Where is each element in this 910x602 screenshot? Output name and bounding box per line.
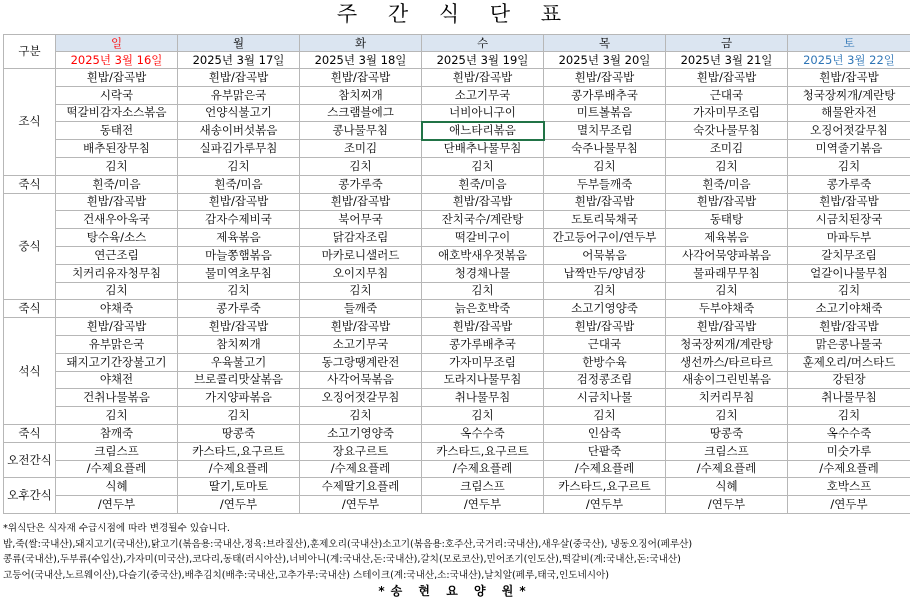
menu-cell[interactable]: 김치 (178, 157, 300, 175)
menu-row (4, 69, 910, 87)
day-name-0: 일 (56, 35, 178, 52)
day-name-5: 금 (666, 35, 788, 52)
menu-cell[interactable]: 땅콩죽 (178, 424, 300, 442)
day-date-3: 2025년 3월 19일 (422, 52, 544, 69)
menu-cell[interactable]: 크림스프 (56, 442, 178, 460)
menu-cell[interactable]: 흰밥/잡곡밥 (666, 318, 788, 336)
menu-cell[interactable]: 흰밥/잡곡밥 (666, 69, 788, 87)
note-line: 콩류(국내산),두부류(수입산),가자미(미국산),코다리,동태(러시아산),너비아니(계:국내산,돈:국내산),갈치(모로코산),민어조기(인도산),떡갈비(계:국내산,돈:국내산) (3, 554, 681, 565)
menu-cell[interactable]: 참치찌개 (300, 86, 422, 104)
menu-cell[interactable]: 건새우아욱국 (56, 211, 178, 229)
menu-cell[interactable]: 떡갈비감자소스볶음 (56, 104, 178, 122)
note-line: 밥,죽(쌀:국내산),돼지고기(국내산),닭고기(볶음용:국내산,정육:브라질산),훈제오리(국내산)소고기(볶음용:호주산,국거리:국내산),새우살(중국산), 냉동오징어(페루산) (3, 538, 693, 550)
header-row-dates (4, 52, 910, 69)
menu-cell[interactable]: 김치 (422, 282, 544, 300)
menu-cell[interactable]: 가자미무조림 (422, 353, 544, 371)
menu-row (4, 478, 910, 496)
footer-facility-name: *송 현 요 양 원* (378, 584, 532, 598)
menu-cell[interactable]: 닭감자조림 (300, 229, 422, 247)
menu-cell[interactable]: 유부맑은국 (178, 86, 300, 104)
menu-row (4, 389, 910, 407)
menu-cell[interactable]: 수제딸기요플레 (300, 478, 422, 496)
menu-cell[interactable]: 가지양파볶음 (178, 389, 300, 407)
menu-cell[interactable]: 동태탕 (666, 211, 788, 229)
menu-cell[interactable]: 장요구르트 (300, 442, 422, 460)
menu-row (4, 318, 910, 336)
menu-cell[interactable]: 김치 (544, 407, 666, 425)
menu-cell[interactable]: 콩가루죽 (300, 175, 422, 193)
menu-row (4, 86, 910, 104)
menu-row (4, 335, 910, 353)
menu-cell[interactable]: /연두부 (788, 496, 910, 514)
menu-cell[interactable]: 땅콩죽 (666, 424, 788, 442)
page-title: 주 간 식 단 표 (336, 2, 574, 26)
menu-cell[interactable]: 흰밥/잡곡밥 (544, 318, 666, 336)
menu-cell[interactable]: 언양식불고기 (178, 104, 300, 122)
menu-cell[interactable]: 김치 (788, 407, 910, 425)
menu-cell[interactable]: 콩나물무침 (300, 122, 422, 140)
menu-cell[interactable]: 흰밥/잡곡밥 (788, 69, 910, 87)
menu-cell[interactable]: 애느타리볶음 (422, 122, 544, 140)
menu-row (4, 300, 910, 318)
menu-cell[interactable]: 콩가루죽 (178, 300, 300, 318)
menu-row (4, 460, 910, 478)
menu-cell[interactable]: /수제요플레 (300, 460, 422, 478)
menu-cell[interactable]: 오징어젓갈무침 (788, 122, 910, 140)
menu-cell[interactable]: /수제요플레 (544, 460, 666, 478)
menu-cell[interactable]: 카스타드,요구르트 (422, 442, 544, 460)
weekly-menu-table (3, 34, 910, 514)
menu-row (4, 104, 910, 122)
day-date-2: 2025년 3월 18일 (300, 52, 422, 69)
menu-cell[interactable]: /연두부 (666, 496, 788, 514)
menu-row (4, 407, 910, 425)
menu-cell[interactable]: /수제요플레 (666, 460, 788, 478)
menu-cell[interactable]: 스크램블에그 (300, 104, 422, 122)
menu-cell[interactable]: 콩가루배추국 (422, 335, 544, 353)
menu-row (4, 122, 910, 140)
menu-cell[interactable]: 취나물무침 (788, 389, 910, 407)
menu-cell[interactable]: 콩가루죽 (788, 175, 910, 193)
menu-cell[interactable]: 흰밥/잡곡밥 (56, 69, 178, 87)
menu-cell[interactable]: 김치 (300, 407, 422, 425)
menu-cell[interactable]: 멸치무조림 (544, 122, 666, 140)
menu-cell[interactable]: 간고등어구이/연두부 (544, 229, 666, 247)
note-line: 고등어(국내산,노르웨이산),다슬기(중국산),배추김치(배추:국내산,고추가루:국내산) 스테이크(계:국내산,소:국내산),날치알(페루,태국,인도네시아) (3, 569, 610, 581)
menu-cell[interactable]: 동태전 (56, 122, 178, 140)
menu-cell[interactable]: 김치 (788, 157, 910, 175)
menu-cell[interactable]: 오이지무침 (300, 264, 422, 282)
menu-cell[interactable]: 치커리무침 (666, 389, 788, 407)
menu-cell[interactable]: 청국장찌개/계란탕 (666, 335, 788, 353)
menu-cell[interactable]: 흰밥/잡곡밥 (178, 69, 300, 87)
section-label: 조식 (4, 69, 56, 176)
menu-row (4, 424, 910, 442)
day-name-6: 토 (788, 35, 910, 52)
menu-cell[interactable]: 식혜 (56, 478, 178, 496)
menu-cell[interactable]: 인삼죽 (544, 424, 666, 442)
menu-cell[interactable]: 흰밥/잡곡밥 (422, 193, 544, 211)
menu-cell[interactable]: 가자미무조림 (666, 104, 788, 122)
menu-cell[interactable]: 얼갈이나물무침 (788, 264, 910, 282)
menu-cell[interactable]: 갈치무조림 (788, 246, 910, 264)
day-name-2: 화 (300, 35, 422, 52)
menu-cell[interactable]: 브로콜리맛살볶음 (178, 371, 300, 389)
menu-cell[interactable]: 흰밥/잡곡밥 (56, 318, 178, 336)
menu-cell[interactable]: 김치 (56, 407, 178, 425)
day-name-1: 월 (178, 35, 300, 52)
menu-cell[interactable]: 미역줄기볶음 (788, 140, 910, 158)
menu-cell[interactable]: 김치 (422, 407, 544, 425)
menu-cell[interactable]: 김치 (666, 282, 788, 300)
menu-cell[interactable]: 떡갈비구이 (422, 229, 544, 247)
menu-cell[interactable]: 흰밥/잡곡밥 (300, 193, 422, 211)
menu-cell[interactable]: 흰죽/미음 (178, 175, 300, 193)
menu-cell[interactable]: 제육볶음 (666, 229, 788, 247)
menu-cell[interactable]: /수제요플레 (422, 460, 544, 478)
menu-cell[interactable]: 김치 (300, 157, 422, 175)
menu-cell[interactable]: 옥수수죽 (788, 424, 910, 442)
menu-row (4, 140, 910, 158)
menu-cell[interactable]: 참치찌개 (178, 335, 300, 353)
menu-cell[interactable]: 흰밥/잡곡밥 (788, 193, 910, 211)
day-name-3: 수 (422, 35, 544, 52)
menu-cell[interactable]: 납짝만두/양념장 (544, 264, 666, 282)
menu-cell[interactable]: 마늘쫑햄볶음 (178, 246, 300, 264)
menu-cell[interactable]: /수제요플레 (56, 460, 178, 478)
menu-cell[interactable]: 소고기야채죽 (788, 300, 910, 318)
menu-cell[interactable]: /수제요플레 (178, 460, 300, 478)
menu-cell[interactable]: 도라지나물무침 (422, 371, 544, 389)
menu-cell[interactable]: 연근조림 (56, 246, 178, 264)
menu-cell[interactable]: 실파김가루무침 (178, 140, 300, 158)
menu-cell[interactable]: 김치 (56, 282, 178, 300)
menu-cell[interactable]: /연두부 (178, 496, 300, 514)
menu-cell[interactable]: 시락국 (56, 86, 178, 104)
menu-cell[interactable]: 생선까스/타르타르 (666, 353, 788, 371)
menu-cell[interactable]: 흰죽/미음 (666, 175, 788, 193)
menu-cell[interactable]: 김치 (178, 407, 300, 425)
header-label: 구분 (4, 35, 56, 69)
menu-cell[interactable]: 딸기,토마토 (178, 478, 300, 496)
menu-cell[interactable]: 흰밥/잡곡밥 (300, 318, 422, 336)
menu-cell[interactable]: 참깨죽 (56, 424, 178, 442)
menu-cell[interactable]: 물파래무무침 (666, 264, 788, 282)
menu-cell[interactable]: 미숫가루 (788, 442, 910, 460)
menu-cell[interactable]: 옥수수죽 (422, 424, 544, 442)
menu-row (4, 371, 910, 389)
menu-cell[interactable]: 김치 (300, 282, 422, 300)
menu-cell[interactable]: 흰밥/잡곡밥 (666, 193, 788, 211)
menu-cell[interactable]: /연두부 (56, 496, 178, 514)
menu-cell[interactable]: 사각어묵볶음 (300, 371, 422, 389)
menu-cell[interactable]: 미트볼볶음 (544, 104, 666, 122)
menu-cell[interactable]: 감자수제비국 (178, 211, 300, 229)
menu-row (4, 211, 910, 229)
menu-cell[interactable]: 조미김 (300, 140, 422, 158)
menu-cell[interactable]: 애호박새우젓볶음 (422, 246, 544, 264)
day-date-0: 2025년 3월 16일 (56, 52, 178, 69)
menu-cell[interactable]: 김치 (178, 282, 300, 300)
menu-cell[interactable]: 단배추나물무침 (422, 140, 544, 158)
menu-cell[interactable]: /연두부 (422, 496, 544, 514)
notes (3, 521, 910, 583)
menu-cell[interactable]: 김치 (544, 282, 666, 300)
section-label: 죽식 (4, 300, 56, 318)
menu-row (4, 282, 910, 300)
section-label: 중식 (4, 193, 56, 300)
menu-cell[interactable]: 두부들깨죽 (544, 175, 666, 193)
menu-cell[interactable]: 흰밥/잡곡밥 (422, 69, 544, 87)
menu-cell[interactable]: 물미역초무침 (178, 264, 300, 282)
day-name-4: 목 (544, 35, 666, 52)
section-label: 죽식 (4, 175, 56, 193)
menu-cell[interactable]: 해물완자전 (788, 104, 910, 122)
menu-cell[interactable]: 김치 (666, 407, 788, 425)
day-date-1: 2025년 3월 17일 (178, 52, 300, 69)
menu-cell[interactable]: 김치 (788, 282, 910, 300)
menu-cell[interactable]: 숙갓나물무침 (666, 122, 788, 140)
menu-cell[interactable]: 청국장찌개/계란탕 (788, 86, 910, 104)
menu-cell[interactable]: 훈제오리/머스타드 (788, 353, 910, 371)
menu-row (4, 264, 910, 282)
menu-cell[interactable]: 흰밥/잡곡밥 (422, 318, 544, 336)
day-date-4: 2025년 3월 20일 (544, 52, 666, 69)
menu-cell[interactable]: 단팥죽 (544, 442, 666, 460)
menu-cell[interactable]: 마파두부 (788, 229, 910, 247)
menu-cell[interactable]: 제육볶음 (178, 229, 300, 247)
menu-row (4, 175, 910, 193)
menu-row (4, 157, 910, 175)
menu-cell[interactable]: 강된장 (788, 371, 910, 389)
menu-cell[interactable]: /수제요플레 (788, 460, 910, 478)
menu-cell[interactable]: 크림스프 (666, 442, 788, 460)
menu-row (4, 442, 910, 460)
menu-cell[interactable]: 북어무국 (300, 211, 422, 229)
menu-cell[interactable]: 흰죽/미음 (56, 175, 178, 193)
menu-cell[interactable]: 카스타드,요구르트 (544, 478, 666, 496)
menu-cell[interactable]: 식혜 (666, 478, 788, 496)
menu-cell[interactable]: 숙주나물무침 (544, 140, 666, 158)
menu-cell[interactable]: 근대국 (666, 86, 788, 104)
menu-cell[interactable]: 청경채나물 (422, 264, 544, 282)
menu-cell[interactable]: 시금치나물 (544, 389, 666, 407)
menu-cell[interactable]: 소고기영양죽 (544, 300, 666, 318)
menu-cell[interactable]: 콩가루배추국 (544, 86, 666, 104)
menu-cell[interactable]: 김치 (56, 157, 178, 175)
menu-cell[interactable]: 조미김 (666, 140, 788, 158)
menu-cell[interactable]: 맑은콩나물국 (788, 335, 910, 353)
day-date-5: 2025년 3월 21일 (666, 52, 788, 69)
menu-cell[interactable]: 검정콩조림 (544, 371, 666, 389)
menu-cell[interactable]: 사각어묵양파볶음 (666, 246, 788, 264)
menu-cell[interactable]: 소고기무국 (422, 86, 544, 104)
menu-cell[interactable]: 근대국 (544, 335, 666, 353)
menu-cell[interactable]: 돼지고기간장불고기 (56, 353, 178, 371)
menu-cell[interactable]: 취나물무침 (422, 389, 544, 407)
menu-cell[interactable]: 한방수육 (544, 353, 666, 371)
menu-cell[interactable]: 탕수육/소스 (56, 229, 178, 247)
menu-cell[interactable]: /연두부 (544, 496, 666, 514)
menu-cell[interactable]: 크림스프 (422, 478, 544, 496)
menu-cell[interactable]: 동그랑땡계란전 (300, 353, 422, 371)
section-label: 오후간식 (4, 478, 56, 514)
menu-cell[interactable]: 소고기무국 (300, 335, 422, 353)
menu-cell[interactable]: 오징어젓갈무침 (300, 389, 422, 407)
menu-cell[interactable]: 야채전 (56, 371, 178, 389)
section-label: 석식 (4, 318, 56, 425)
section-label: 죽식 (4, 424, 56, 442)
menu-cell[interactable]: 도토리묵채국 (544, 211, 666, 229)
menu-cell[interactable]: 소고기영양죽 (300, 424, 422, 442)
note-line: *위식단은 식자재 수급시점에 따라 변경될수 있습니다. (3, 523, 230, 534)
menu-cell[interactable]: 호박스프 (788, 478, 910, 496)
menu-cell[interactable]: 흰밥/잡곡밥 (178, 318, 300, 336)
menu-row (4, 353, 910, 371)
menu-row (4, 246, 910, 264)
menu-cell[interactable]: 배추된장무침 (56, 140, 178, 158)
menu-cell[interactable]: 새송이그린빈볶음 (666, 371, 788, 389)
menu-cell[interactable]: 김치 (666, 157, 788, 175)
menu-cell[interactable]: 야채죽 (56, 300, 178, 318)
header-row-days (4, 35, 910, 52)
day-date-6: 2025년 3월 22일 (788, 52, 910, 69)
menu-cell[interactable]: 잔치국수/계란탕 (422, 211, 544, 229)
menu-cell[interactable]: 흰죽/미음 (422, 175, 544, 193)
menu-cell[interactable]: 두부야채죽 (666, 300, 788, 318)
menu-cell[interactable]: 김치 (544, 157, 666, 175)
menu-cell[interactable]: 마카로니샐러드 (300, 246, 422, 264)
menu-cell[interactable]: 늙은호박죽 (422, 300, 544, 318)
menu-cell[interactable]: 흰밥/잡곡밥 (178, 193, 300, 211)
menu-row (4, 229, 910, 247)
menu-cell[interactable]: 치커리유자청무침 (56, 264, 178, 282)
section-label: 오전간식 (4, 442, 56, 478)
menu-cell[interactable]: 흰밥/잡곡밥 (788, 318, 910, 336)
menu-cell[interactable]: 김치 (422, 157, 544, 175)
menu-cell[interactable]: 흰밥/잡곡밥 (56, 193, 178, 211)
menu-cell[interactable]: 새송이버섯볶음 (178, 122, 300, 140)
menu-cell[interactable]: 흰밥/잡곡밥 (544, 69, 666, 87)
menu-row (4, 496, 910, 514)
menu-cell[interactable]: 건취나물볶음 (56, 389, 178, 407)
menu-cell[interactable]: 너비아니구이 (422, 104, 544, 122)
menu-cell[interactable]: 카스타드,요구르트 (178, 442, 300, 460)
menu-cell[interactable]: 유부맑은국 (56, 335, 178, 353)
menu-cell[interactable]: 흰밥/잡곡밥 (544, 193, 666, 211)
menu-cell[interactable]: 들깨죽 (300, 300, 422, 318)
menu-cell[interactable]: 우육불고기 (178, 353, 300, 371)
menu-cell[interactable]: /연두부 (300, 496, 422, 514)
menu-row (4, 193, 910, 211)
menu-cell[interactable]: 어묵볶음 (544, 246, 666, 264)
menu-cell[interactable]: 시금치된장국 (788, 211, 910, 229)
menu-cell[interactable]: 흰밥/잡곡밥 (300, 69, 422, 87)
